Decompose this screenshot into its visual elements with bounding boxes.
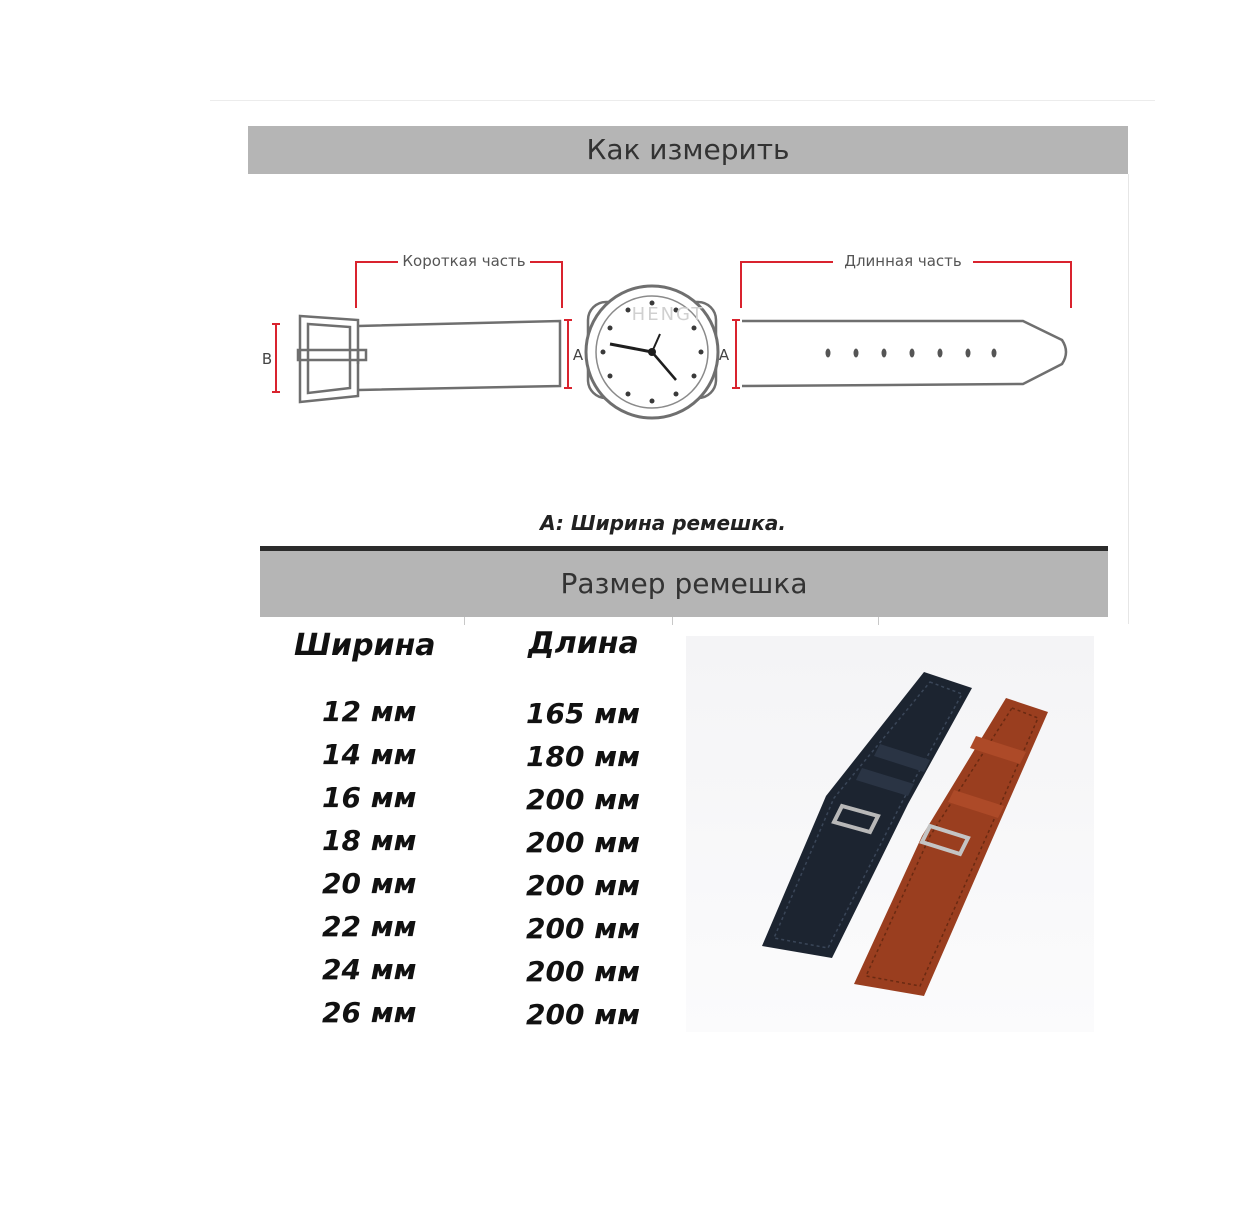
marker-b-label: B — [261, 350, 273, 368]
buckle-icon — [298, 316, 366, 402]
width-value: 22 мм — [322, 910, 417, 943]
length-values-list — [526, 692, 640, 1036]
strap-size-banner — [260, 551, 1108, 617]
width-value: 12 мм — [322, 695, 417, 728]
long-strap-outline — [742, 321, 1066, 386]
width-column-header: Ширина — [294, 628, 436, 663]
length-value: 180 мм — [526, 740, 640, 773]
width-marker-a-right — [732, 320, 740, 388]
strap-size-title: Размер ремешка — [560, 567, 808, 600]
width-value: 26 мм — [322, 996, 417, 1029]
length-value: 200 мм — [526, 998, 640, 1031]
strap-holes — [826, 349, 997, 358]
how-to-measure-banner — [248, 126, 1128, 174]
watch-strap-diagram — [248, 174, 1128, 504]
width-values-list — [322, 690, 417, 1034]
column-tick — [464, 617, 465, 625]
width-marker-a-left — [564, 320, 572, 388]
column-tick — [672, 617, 673, 625]
length-column-header: Длина — [528, 626, 639, 661]
width-value: 16 мм — [322, 781, 417, 814]
length-value: 200 мм — [526, 912, 640, 945]
marker-a-left-label: A — [572, 346, 584, 364]
short-strap-outline — [358, 321, 560, 390]
how-to-measure-title: Как измерить — [586, 133, 790, 166]
short-part-label: Короткая часть — [402, 252, 526, 270]
strap-product-photo — [686, 636, 1094, 1032]
long-part-label: Длинная часть — [844, 252, 962, 270]
top-divider — [210, 100, 1155, 101]
width-marker-b — [272, 324, 280, 392]
width-value: 14 мм — [322, 738, 417, 771]
strap-width-caption: A: Ширина ремешка. — [540, 511, 786, 535]
length-value: 200 мм — [526, 869, 640, 902]
length-value: 200 мм — [526, 955, 640, 988]
length-value: 200 мм — [526, 783, 640, 816]
watermark-text: HENGT — [631, 304, 705, 325]
width-value: 20 мм — [322, 867, 417, 900]
length-value: 165 мм — [526, 697, 640, 730]
column-tick — [878, 617, 879, 625]
length-value: 200 мм — [526, 826, 640, 859]
width-value: 24 мм — [322, 953, 417, 986]
marker-a-right-label: A — [718, 346, 730, 364]
width-value: 18 мм — [322, 824, 417, 857]
